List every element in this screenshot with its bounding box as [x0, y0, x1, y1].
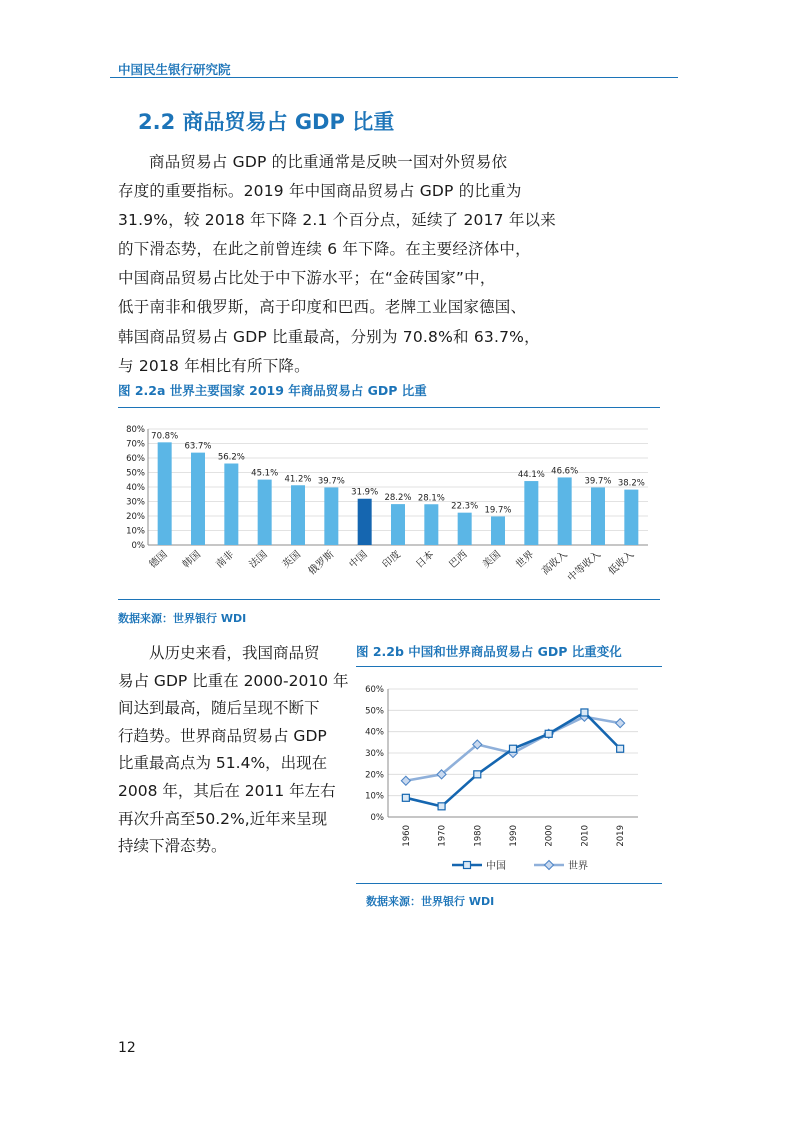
bar-chart-ytick: 80% [126, 425, 145, 435]
bar-chart-value-label: 19.7% [484, 505, 512, 516]
bar-chart-bar [391, 504, 405, 545]
paragraph-2-line: 持续下滑态势。 [118, 837, 227, 856]
paragraph-2-line: 2008 年，其后在 2011 年左右 [118, 781, 336, 800]
bar-chart-ytick: 60% [126, 454, 145, 464]
bar-chart-bar [224, 464, 238, 545]
line-chart-xtick: 1970 [437, 825, 448, 847]
bar-chart-bar [191, 453, 205, 545]
line-chart-point [616, 719, 625, 728]
paragraph-2-line: 间达到最高，随后呈现不断下 [118, 699, 320, 718]
bar-chart-category-label: 世界 [514, 549, 537, 571]
line-chart-point [545, 861, 554, 870]
bar-chart-value-label: 39.7% [317, 476, 345, 487]
bar-chart-category-label: 美国 [480, 549, 504, 571]
bar-chart-bar [558, 477, 572, 545]
bar-chart-category-label: 法国 [247, 549, 270, 571]
line-chart-ytick: 40% [365, 727, 384, 738]
line-chart-xtick: 1980 [473, 825, 484, 847]
line-chart-xtick: 1960 [401, 825, 412, 847]
bar-chart [118, 418, 660, 598]
bar-chart-category-label: 俄罗斯 [306, 549, 337, 578]
paragraph-2 [118, 640, 349, 861]
line-chart-ytick: 60% [365, 685, 384, 695]
bar-chart-bar [358, 499, 372, 545]
bar-chart-value-label: 22.3% [451, 501, 479, 512]
bar-chart-category-label: 中国 [347, 549, 370, 571]
line-chart-ytick: 0% [370, 813, 384, 823]
bar-chart-ytick: 0% [131, 541, 145, 551]
paragraph-2-line: 比重最高点为 51.4%，出现在 [118, 754, 328, 773]
paragraph-2-line: 从历史来看，我国商品贸 [149, 644, 320, 662]
figure-b-top-rule [356, 666, 662, 667]
bar-chart-value-label: 46.6% [551, 466, 579, 477]
figure-a-title: 图 2.2a 世界主要国家 2019 年商品贸易占 GDP 比重 [118, 383, 427, 398]
paragraph-1-line: 中国商品贸易占比处于中下游水平；在“金砖国家”中， [118, 269, 496, 288]
line-chart-ytick: 30% [365, 749, 384, 759]
paragraph-1-line: 低于南非和俄罗斯，高于印度和巴西。老牌工业国家德国、 [118, 298, 527, 317]
bar-chart-value-label: 45.1% [251, 468, 279, 479]
section-title: 2.2 商品贸易占 GDP 比重 [138, 110, 395, 134]
bar-chart-ytick: 30% [126, 497, 145, 508]
bar-chart-value-label: 39.7% [584, 476, 612, 487]
bar-chart-value-label: 28.1% [417, 493, 445, 504]
line-chart-ytick: 50% [365, 706, 384, 717]
paragraph-1 [118, 148, 556, 381]
bar-chart-bar [158, 442, 172, 545]
figure-b-source: 数据来源：世界银行 WDI [366, 895, 495, 908]
header-rule [110, 77, 678, 78]
bar-chart-ytick: 70% [126, 439, 145, 450]
bar-chart-category-label: 南非 [214, 549, 237, 571]
bar-chart-value-label: 70.8% [151, 431, 179, 442]
bar-chart-value-label: 31.9% [351, 487, 379, 498]
line-chart-point [402, 794, 409, 801]
bar-chart-ytick: 20% [126, 512, 145, 522]
line-chart-xtick: 2010 [580, 825, 591, 847]
bar-chart-category-label: 巴西 [447, 549, 470, 571]
line-chart-xtick: 2019 [616, 825, 627, 847]
line-chart-ytick: 10% [365, 791, 384, 802]
figure-b-bottom-rule [356, 883, 662, 884]
line-chart-point [545, 730, 552, 737]
bar-chart-bar [624, 490, 638, 545]
paragraph-1-line: 商品贸易占 GDP 的比重通常是反映一国对外贸易依 [149, 153, 508, 171]
paragraph-1-line: 存度的重要指标。2019 年中国商品贸易占 GDP 的比重为 [118, 182, 522, 201]
bar-chart-category-label: 德国 [147, 549, 170, 571]
bar-chart-bar [458, 513, 472, 545]
figure-a-top-rule [118, 407, 660, 408]
paragraph-2-line: 再次升高至50.2%,近年来呈现 [118, 809, 328, 828]
bar-chart-category-label: 低收入 [606, 549, 637, 578]
legend-china-label: 中国 [486, 861, 506, 872]
bar-chart-category-label: 印度 [380, 549, 404, 571]
line-chart-point [581, 709, 588, 716]
bar-chart-bar [324, 487, 338, 545]
paragraph-1-line: 的下滑态势，在此之前曾连续 6 年下降。在主要经济体中， [118, 240, 531, 259]
bar-chart-ytick: 10% [126, 526, 145, 537]
line-chart-point [438, 803, 445, 810]
figure-a-source: 数据来源：世界银行 WDI [118, 612, 247, 625]
line-chart-point [474, 771, 481, 778]
paragraph-2-line: 易占 GDP 比重在 2000-2010 年 [118, 671, 349, 690]
bar-chart-value-label: 38.2% [617, 478, 645, 489]
bar-chart-category-label: 日本 [414, 549, 437, 571]
paragraph-1-line: 31.9%，较 2018 年下降 2.1 个百分点，延续了 2017 年以来 [118, 211, 556, 230]
line-chart-point [617, 745, 624, 752]
bar-chart-category-label: 中等收入 [565, 549, 604, 584]
figure-b-title: 图 2.2b 中国和世界商品贸易占 GDP 比重变化 [356, 644, 622, 659]
bar-chart-bar [258, 480, 272, 545]
bar-chart-category-label: 韩国 [180, 549, 204, 571]
line-chart-xtick: 2000 [544, 825, 555, 847]
bar-chart-value-label: 28.2% [384, 493, 412, 504]
legend-world-label: 世界 [568, 861, 588, 872]
bar-chart-category-label: 高收入 [540, 549, 570, 578]
line-chart-xtick: 1990 [509, 825, 519, 847]
paragraph-2-line: 行趋势。世界商品贸易占 GDP [118, 726, 327, 745]
bar-chart-bar [291, 485, 305, 545]
line-chart [356, 676, 662, 881]
line-chart-point [464, 862, 471, 869]
line-chart-point [510, 745, 517, 752]
bar-chart-ytick: 50% [126, 468, 145, 479]
bar-chart-ytick: 40% [126, 483, 145, 493]
bar-chart-category-label: 英国 [280, 549, 304, 571]
line-chart-series-line [406, 712, 620, 806]
page-number: 12 [118, 1040, 136, 1056]
bar-chart-bar [491, 516, 505, 545]
bar-chart-value-label: 63.7% [184, 441, 212, 452]
bar-chart-bar [424, 504, 438, 545]
bar-chart-bar [524, 481, 538, 545]
bar-chart-bar [591, 487, 605, 545]
paragraph-1-line: 韩国商品贸易占 GDP 比重最高，分别为 70.8%和 63.7%， [118, 327, 540, 346]
bar-chart-value-label: 56.2% [217, 452, 245, 463]
paragraph-1-line: 与 2018 年相比有所下降。 [118, 356, 310, 375]
figure-a-bottom-rule [118, 599, 660, 600]
line-chart-ytick: 20% [365, 770, 384, 781]
line-chart-point [401, 776, 410, 785]
bar-chart-value-label: 41.2% [284, 474, 312, 485]
header-org: 中国民生银行研究院 [118, 62, 231, 77]
bar-chart-value-label: 44.1% [517, 470, 545, 481]
